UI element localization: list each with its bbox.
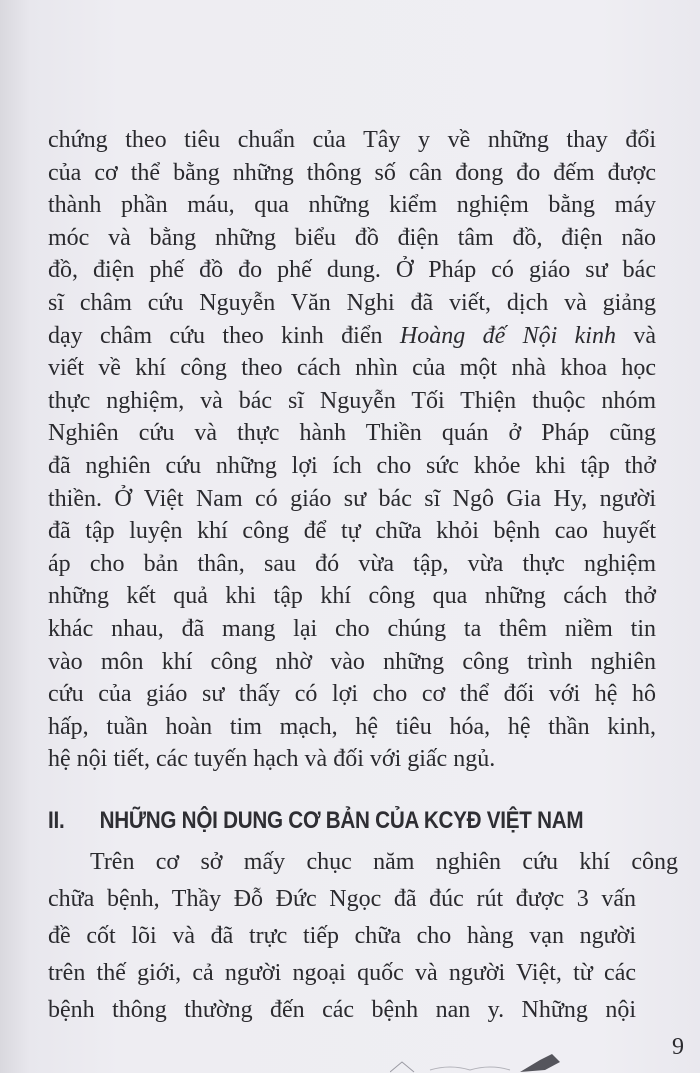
text-line: sĩ châm cứu Nguyễn Văn Nghi đã viết, dịch và giảng	[48, 289, 656, 316]
text-line: bệnh thông thường đến các bệnh nan y. Những nội	[48, 997, 636, 1023]
text-line: vào môn khí công nhờ vào những công trình nghiên	[48, 648, 656, 675]
paragraph-1	[48, 124, 656, 776]
text-line: đã tập luyện khí công để tự chữa khỏi bệnh cao huyết	[48, 518, 656, 545]
text-line: khác nhau, đã mang lại cho chúng ta thêm niềm tin	[48, 615, 656, 642]
text-line: trên thế giới, cả người ngoại quốc và người Việt, từ các	[48, 960, 636, 986]
section-heading	[48, 806, 583, 836]
section-number: II.	[48, 807, 65, 834]
text-line	[48, 320, 656, 353]
text-line: Nghiên cứu và thực hành Thiền quán ở Pháp cũng	[48, 420, 656, 447]
text-line: chữa bệnh, Thầy Đỗ Đức Ngọc đã đúc rút được 3 vấn	[48, 886, 636, 912]
text-line: cứu của giáo sư thấy có lợi cho cơ thể đối với hệ hô	[48, 681, 656, 708]
paragraph-2	[48, 844, 678, 1029]
text-line: Trên cơ sở mấy chục năm nghiên cứu khí công	[90, 849, 678, 875]
text-line: đồ, điện phế đồ đo phế dung. Ở Pháp có giáo sư bác	[48, 257, 656, 284]
text-line: viết về khí công theo cách nhìn của một nhà khoa học	[48, 355, 656, 382]
text-line: những kết quả khi tập khí công qua những cách thở	[48, 583, 656, 610]
text-line: thực nghiệm, và bác sĩ Nguyễn Tối Thiện thuộc nhóm	[48, 387, 656, 414]
text-line: của cơ thể bằng những thông số cân đong đo đếm được	[48, 159, 656, 186]
footer-ornament-icon	[390, 1052, 570, 1073]
book-title-italic: Hoàng đế Nội kinh	[399, 322, 616, 349]
text-line: hệ nội tiết, các tuyến hạch và đối với giấc ngủ.	[48, 746, 496, 773]
page-number: 9	[672, 1034, 684, 1060]
text-line: thành phần máu, qua những kiểm nghiệm bằng máy	[48, 192, 656, 219]
text-segment: dạy châm cứu theo kinh điển	[48, 322, 400, 349]
text-line: móc và bằng những biểu đồ điện tâm đồ, điện não	[48, 224, 656, 251]
text-line: đã nghiên cứu những lợi ích cho sức khỏe khi tập thở	[48, 452, 656, 479]
text-line: thiền. Ở Việt Nam có giáo sư bác sĩ Ngô Gia Hy, người	[48, 485, 656, 512]
text-line: chứng theo tiêu chuẩn của Tây y về những thay đổi	[48, 127, 656, 153]
section-title: NHỮNG NỘI DUNG CƠ BẢN CỦA KCYĐ VIỆT NAM	[99, 807, 584, 834]
text-line: áp cho bản thân, sau đó vừa tập, vừa thực nghiệm	[48, 550, 656, 577]
text-line: đề cốt lõi và đã trực tiếp chữa cho hàng vạn người	[48, 923, 636, 949]
text-segment: và	[615, 322, 657, 349]
text-line: hấp, tuần hoàn tim mạch, hệ tiêu hóa, hệ thần kinh,	[48, 713, 656, 740]
